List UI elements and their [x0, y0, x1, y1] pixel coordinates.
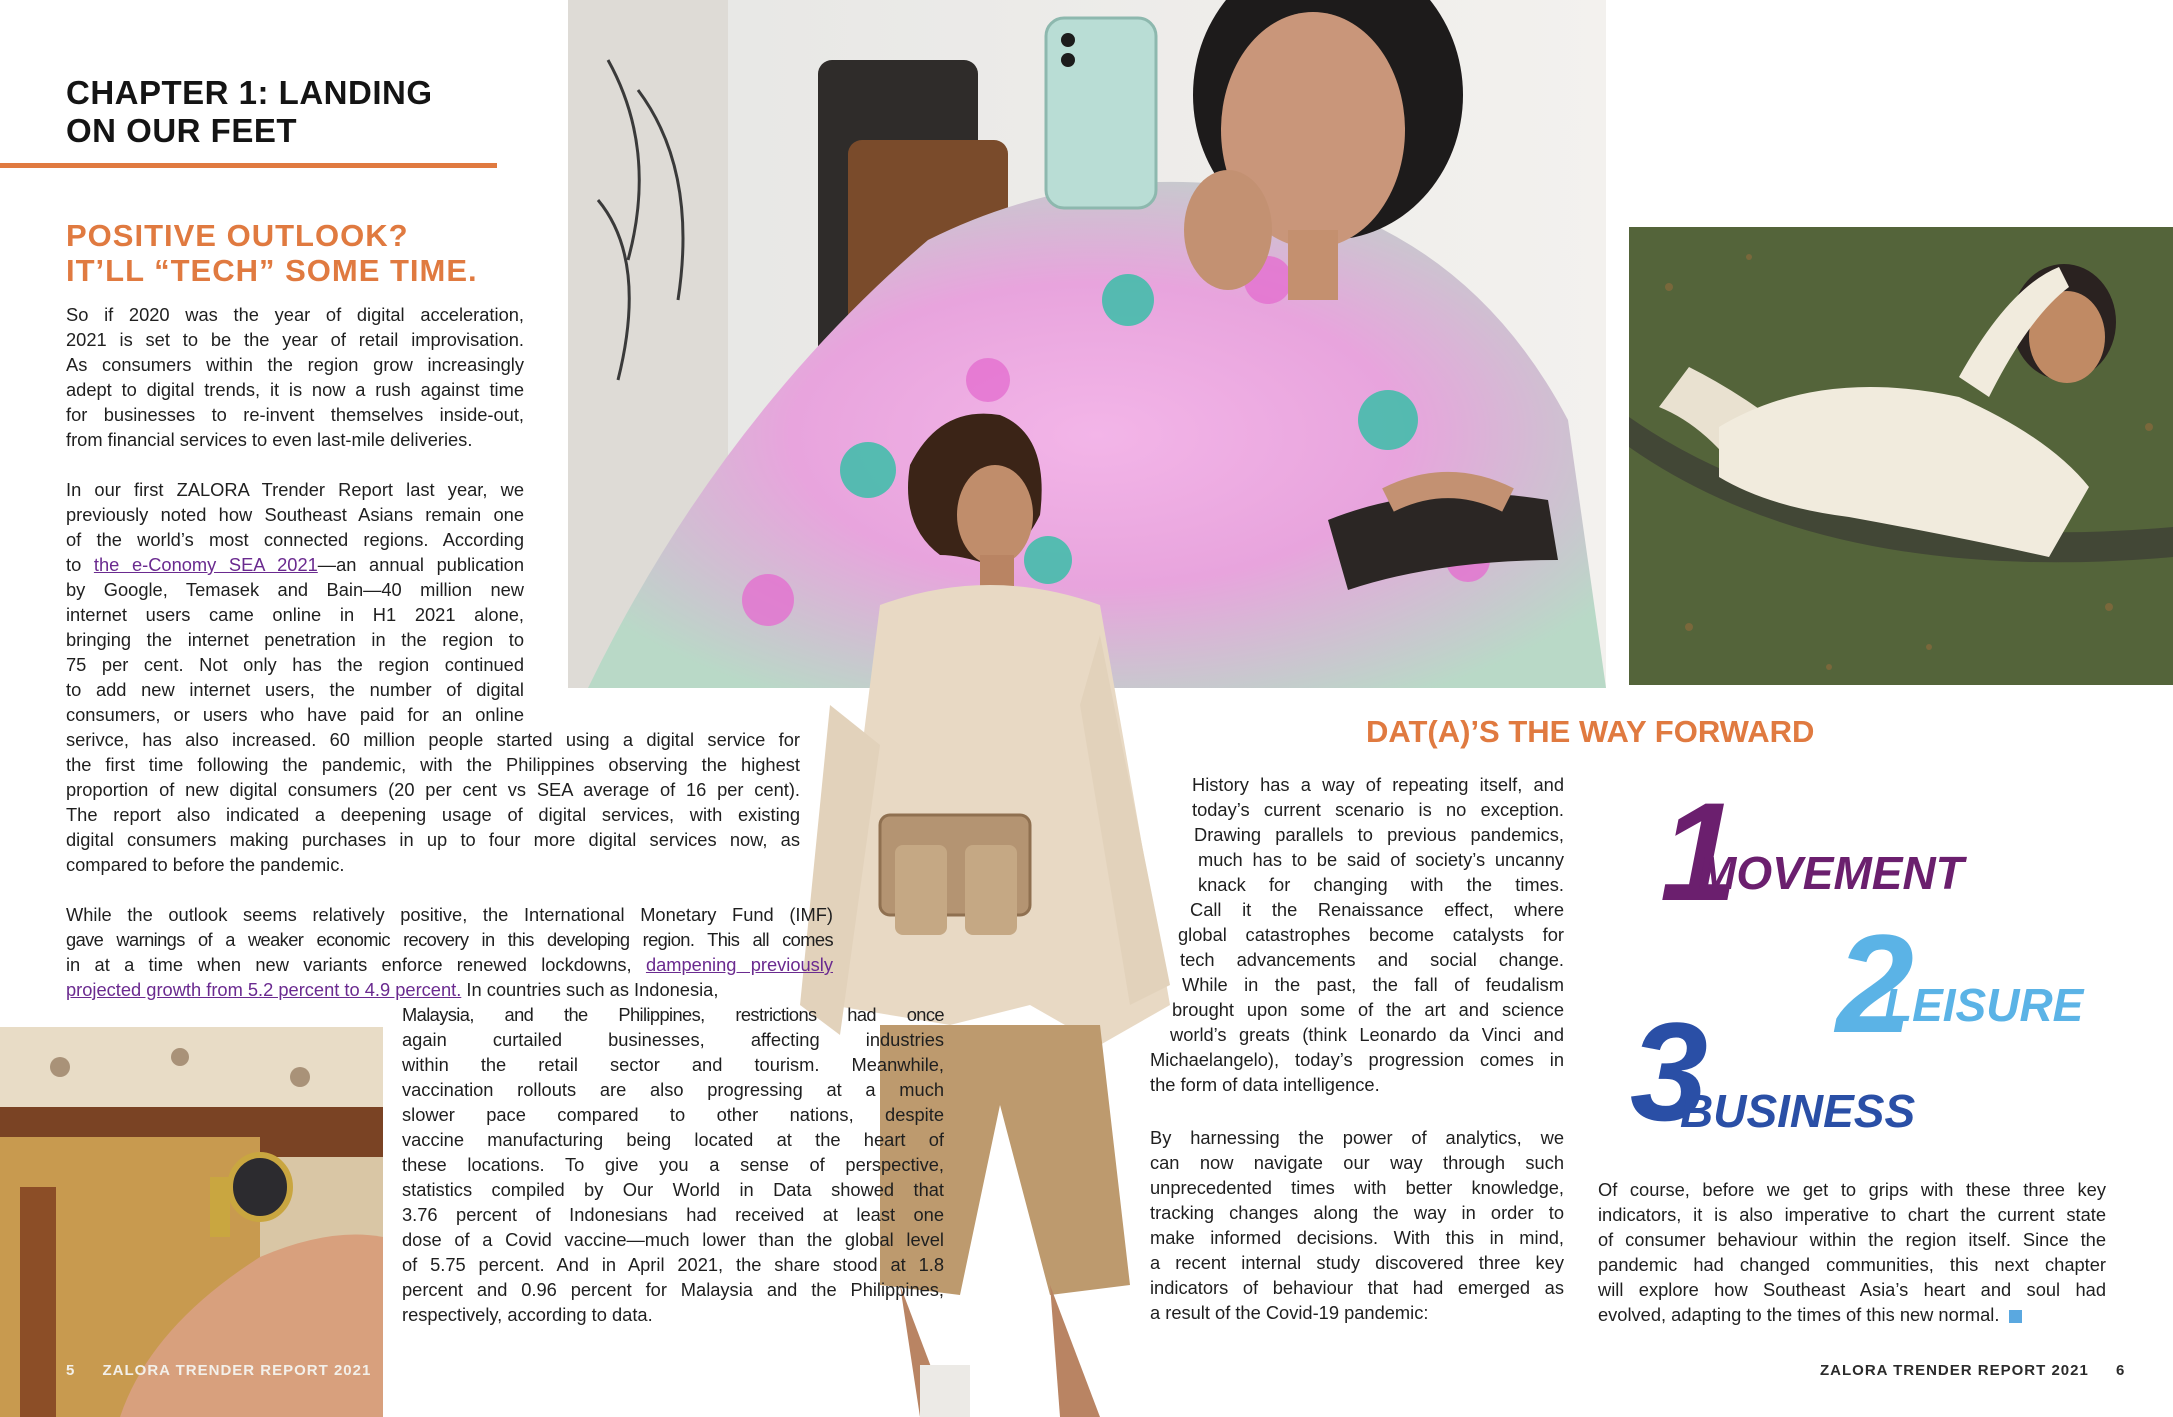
text-line: knack for changing with the times. — [1198, 874, 1564, 895]
text-line: compared to before the pandemic. — [66, 854, 345, 875]
text-line: tracking changes along the way in order to — [1150, 1202, 1564, 1223]
text-line: Call it the Renaissance effect, where — [1190, 899, 1564, 920]
indicator-number-3: 3 — [1630, 993, 1708, 1150]
text-line: serivce, has also increased. 60 million people started using a digital service for — [66, 729, 800, 750]
end-of-article-mark — [2009, 1310, 2022, 1323]
text-fragment: to — [66, 554, 94, 575]
text-line: world’s greats (think Leonardo da Vinci and — [1170, 1024, 1564, 1045]
right-paragraph-1 — [1150, 772, 1564, 1097]
text-line: of consumer behaviour within the region itself. Since the — [1598, 1229, 2106, 1250]
subtitle-line1: POSITIVE OUTLOOK? — [66, 218, 409, 253]
text-line: While the outlook seems relatively positive, the International Monetary Fund (IMF) — [66, 904, 833, 925]
imf-growth-link[interactable]: dampening previously — [645, 954, 833, 975]
text-line: again curtailed businesses, affecting industries — [402, 1029, 944, 1050]
text-line: indicators, it is also imperative to chart the current state — [1598, 1204, 2106, 1225]
economy-sea-link[interactable]: the e-Conomy SEA 2021 — [93, 554, 318, 575]
text-line: History has a way of repeating itself, and — [1192, 774, 1564, 795]
text-line: proportion of new digital consumers (20 per cent vs SEA average of 16 per cent). — [66, 779, 800, 800]
text-line: the form of data intelligence. — [1150, 1074, 1380, 1095]
text-line: brought upon some of the art and science — [1172, 999, 1564, 1020]
text-line: While in the past, the fall of feudalism — [1182, 974, 1564, 995]
text-line: Malaysia, and the Philippines, restrictions had once — [402, 1004, 944, 1025]
text-line: can now navigate our way through such — [1150, 1152, 1564, 1173]
photo-man-hammock — [1629, 227, 2173, 685]
indicator-label-leisure: LEISURE — [1884, 979, 2084, 1031]
text-fragment: evolved, adapting to the times of this new normal. — [1598, 1304, 2000, 1325]
text-line: a result of the Covid-19 pandemic: — [1150, 1302, 1429, 1323]
text-line: previously noted how Southeast Asians remain one — [66, 504, 524, 525]
text-line — [66, 977, 833, 1002]
page-number: 5 — [66, 1362, 76, 1379]
text-line: vaccine manufacturing being located at the heart of — [402, 1129, 944, 1150]
left-paragraph-2 — [66, 477, 524, 727]
footer-left — [66, 1362, 371, 1379]
text-line: indicators of behaviour that had emerged as — [1150, 1277, 1564, 1298]
text-line — [1598, 1302, 2106, 1327]
text-line: today’s current scenario is no exception. — [1192, 799, 1564, 820]
text-line: In our first ZALORA Trender Report last year, we — [66, 479, 524, 500]
text-line: Drawing parallels to previous pandemics, — [1194, 824, 1564, 845]
indicator-number-2: 2 — [1836, 905, 1914, 1062]
text-line: within the retail sector and tourism. Meanwhile, — [402, 1054, 944, 1075]
text-line: 3.76 percent of Indonesians had received at least one — [402, 1204, 944, 1225]
text-line: slower pace compared to other nations, despite — [402, 1104, 944, 1125]
text-line: dose of a Covid vaccine—much lower than the global level — [402, 1229, 944, 1250]
left-paragraph-3-continued — [402, 1002, 944, 1327]
text-line: global catastrophes become catalysts for — [1178, 924, 1564, 945]
text-line: much has to be said of society’s uncanny — [1198, 849, 1564, 870]
text-fragment: In countries such as Indonesia, — [461, 979, 719, 1000]
right-paragraph-3 — [1598, 1177, 2106, 1327]
text-line: consumers, or users who have paid for an online — [66, 704, 524, 725]
left-paragraph-3 — [66, 902, 833, 1002]
text-line: Of course, before we get to grips with these three key — [1598, 1179, 2106, 1200]
left-paragraph-2-continued — [66, 727, 800, 877]
right-paragraph-2 — [1150, 1125, 1564, 1325]
text-line — [66, 952, 833, 977]
text-line: from financial services to even last-mile deliveries. — [66, 429, 473, 450]
text-line — [66, 552, 524, 577]
text-line: digital consumers making purchases in up to four more digital services now, as — [66, 829, 800, 850]
text-fragment: in at a time when new variants enforce renewed lockdowns, — [66, 954, 646, 975]
section-subtitle — [66, 218, 536, 288]
text-line: statistics compiled by Our World in Data showed that — [402, 1179, 944, 1200]
indicator-number-1: 1 — [1660, 773, 1738, 930]
text-line: to add new internet users, the number of digital — [66, 679, 524, 700]
page-number: 6 — [2115, 1362, 2126, 1379]
text-line: bringing the internet penetration in the region to — [66, 629, 524, 650]
text-fragment: —an annual publication — [317, 554, 524, 575]
text-line: of 5.75 percent. And in April 2021, the share stood at 1.8 — [402, 1254, 944, 1275]
text-line: unprecedented times with better knowledge, — [1150, 1177, 1564, 1198]
text-line: of the world’s most connected regions. According — [66, 529, 524, 550]
text-line: make informed decisions. With this in mind, — [1150, 1227, 1564, 1248]
footer-report-title: ZALORA TRENDER REPORT 2021 — [102, 1362, 372, 1379]
text-line: The report also indicated a deepening usage of digital services, with existing — [66, 804, 800, 825]
subtitle-line2: IT’LL “TECH” SOME TIME. — [66, 253, 478, 288]
chapter-title-line1: CHAPTER 1: LANDING — [66, 74, 433, 111]
text-line: internet users came online in H1 2021 alone, — [66, 604, 524, 625]
chapter-title-line2: ON OUR FEET — [66, 112, 298, 149]
text-line: for businesses to re-invent themselves inside-out, — [66, 404, 524, 425]
text-line: vaccination rollouts are also progressing at a much — [402, 1079, 944, 1100]
text-line: gave warnings of a weaker economic recovery in this developing region. This all comes — [66, 929, 833, 950]
text-line: 75 per cent. Not only has the region continued — [66, 654, 524, 675]
text-line: these locations. To give you a sense of perspective, — [402, 1154, 944, 1175]
indicator-label-business: BUSINESS — [1680, 1085, 1916, 1137]
footer-right — [1820, 1362, 2125, 1379]
text-line: a recent internal study discovered three key — [1150, 1252, 1564, 1273]
text-line: By harnessing the power of analytics, we — [1150, 1127, 1564, 1148]
indicator-label-movement: MOVEMENT — [1698, 847, 1964, 899]
photo-wrist-watch — [0, 1027, 383, 1417]
section-title: DAT(A)’S THE WAY FORWARD — [1366, 714, 1815, 749]
footer-report-title: ZALORA TRENDER REPORT 2021 — [1820, 1362, 2089, 1379]
text-line: percent and 0.96 percent for Malaysia and the Philippines, — [402, 1279, 944, 1300]
text-line: adept to digital trends, it is now a rush against time — [66, 379, 524, 400]
text-line: pandemic had changed communities, this next chapter — [1598, 1254, 2106, 1275]
text-line: the first time following the pandemic, with the Philippines observing the highest — [66, 754, 800, 775]
text-line: by Google, Temasek and Bain—40 million new — [66, 579, 524, 600]
text-line: As consumers within the region grow increasingly — [66, 354, 524, 375]
left-paragraph-1 — [66, 302, 524, 452]
text-line: tech advancements and social change. — [1180, 949, 1564, 970]
imf-growth-link-continued[interactable]: projected growth from 5.2 percent to 4.9 percent. — [66, 979, 462, 1000]
text-line: So if 2020 was the year of digital acceleration, — [66, 304, 524, 325]
text-line: will explore how Southeast Asia’s heart and soul had — [1598, 1279, 2106, 1300]
text-line: 2021 is set to be the year of retail improvisation. — [66, 329, 524, 350]
text-line: Michaelangelo), today’s progression comes in — [1150, 1049, 1564, 1070]
chapter-title — [66, 74, 506, 150]
chapter-divider — [0, 163, 497, 168]
text-line: respectively, according to data. — [402, 1304, 653, 1325]
